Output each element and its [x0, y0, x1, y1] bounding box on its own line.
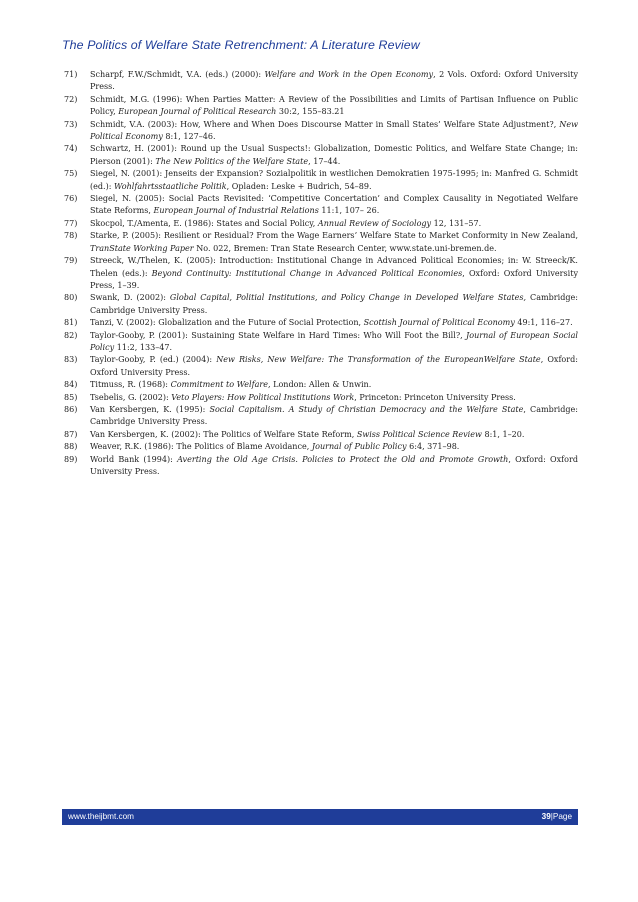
- reference-title-italic: TranState Working Paper: [90, 243, 194, 253]
- reference-number: 72): [64, 94, 78, 104]
- reference-text-segment: Taylor-Gooby, P. (2001): Sustaining State Welfare in Hard Times: Who Will Foot the Bill?,: [90, 330, 467, 340]
- reference-title-italic: Welfare and Work in the Open Economy: [264, 70, 434, 79]
- reference-number: 85): [64, 392, 78, 402]
- reference-text: [90, 193, 578, 218]
- reference-number: 78): [64, 231, 78, 241]
- reference-title-italic: European Journal of Industrial Relations: [153, 206, 319, 216]
- reference-text-segment: Streeck, W./Thelen, K. (2005): Introduction: Institutional Change in Advanced Political Economies; in: W. Streeck/K. Thelen (eds.):: [90, 256, 578, 278]
- reference-text: [90, 429, 578, 441]
- reference-item: [64, 255, 578, 292]
- reference-title-italic: Scottish Journal of Political Economy: [363, 318, 515, 328]
- reference-text-segment: 49:1, 116–27.: [514, 318, 573, 328]
- reference-text: [90, 119, 578, 144]
- reference-text-segment: Schmidt, M.G. (1996): When Parties Matter: A Review of the Possibilities and Limits of Partisan Influence on Public Policy,: [90, 94, 578, 117]
- reference-text-segment: Tanzi, V. (2002): Globalization and the Future of Social Protection,: [90, 318, 364, 328]
- reference-number: 81): [64, 318, 78, 328]
- reference-title-italic: New Political Economy: [90, 119, 578, 142]
- reference-number: 83): [64, 355, 78, 365]
- reference-item: [64, 454, 578, 479]
- reference-text-segment: , London: Allen & Unwin.: [268, 380, 372, 390]
- reference-number: 77): [64, 218, 78, 228]
- reference-text-segment: , Princeton: Princeton University Press.: [354, 392, 516, 402]
- reference-text-segment: , 2 Vols. Oxford: Oxford University Press.: [90, 70, 578, 92]
- reference-text-segment: 30:2, 155–83.21: [276, 107, 345, 117]
- reference-number: 88): [64, 442, 78, 452]
- reference-item: [64, 230, 578, 255]
- reference-title-italic: Social Capitalism. A Study of Christian Democracy and the Welfare State: [209, 404, 524, 414]
- reference-item: [64, 218, 578, 230]
- reference-item: [64, 69, 578, 94]
- reference-text: [90, 218, 578, 230]
- reference-text-segment: Taylor-Gooby, P. (ed.) (2004):: [90, 355, 217, 365]
- reference-text: [90, 94, 578, 119]
- reference-text: [90, 69, 578, 94]
- reference-text-segment: , Cambridge: Cambridge University Press.: [90, 404, 578, 427]
- reference-item: [64, 143, 578, 168]
- reference-text-segment: Cambridge: Cambridge University Press.: [90, 293, 578, 315]
- reference-number: 71): [64, 70, 78, 79]
- reference-text: [90, 230, 578, 255]
- reference-text-segment: , Oxford: Oxford University Press.: [90, 454, 578, 476]
- reference-text-segment: Weaver, R.K. (1986): The Politics of Blame Avoidance,: [90, 442, 312, 452]
- reference-title-italic: Commitment to Welfare: [170, 380, 268, 390]
- reference-title-italic: Veto Players: How Political Institutions Work: [171, 392, 355, 402]
- reference-item: [64, 354, 578, 379]
- reference-item: [64, 193, 578, 218]
- reference-number: 80): [64, 293, 78, 303]
- reference-number: 73): [64, 119, 78, 129]
- reference-text: [90, 168, 578, 193]
- reference-text-segment: Siegel, N. (2001): Jenseits der Expansion? Sozialpolitik in westlichen Demokratien 1975-1995; in: Manfred G. Schmidt (ed.):: [90, 169, 578, 191]
- reference-text: [90, 292, 578, 317]
- reference-item: [64, 392, 578, 404]
- reference-text-segment: Swank, D. (2002):: [90, 293, 170, 303]
- reference-number: 84): [64, 380, 78, 390]
- reference-title-italic: Beyond Continuity: Institutional Change in Advanced Political Economies: [151, 268, 463, 278]
- reference-text-segment: Van Kersbergen, K. (1995):: [90, 404, 210, 414]
- reference-title-italic: Journal of European Social Policy: [90, 330, 578, 352]
- reference-text-segment: 8:1, 1–20.: [481, 429, 525, 439]
- reference-title-italic: New Risks, New Welfare: The Transformation of the EuropeanWelfare State: [216, 355, 541, 365]
- page-number: 39: [541, 812, 551, 821]
- reference-number: 86): [64, 404, 78, 414]
- reference-text-segment: 8:1, 127–46.: [162, 132, 216, 142]
- reference-item: [64, 119, 578, 144]
- reference-text-segment: , Opladen: Leske + Budrich, 54–89.: [226, 181, 372, 191]
- reference-text-segment: 12, 131–57.: [431, 218, 482, 228]
- reference-number: 75): [64, 169, 78, 179]
- reference-text-segment: Schmidt, V.A. (2003): How, Where and When Does Discourse Matter in Small States’ Welfare State Adjustment?,: [90, 119, 560, 129]
- reference-text: [90, 354, 578, 379]
- reference-item: [64, 441, 578, 453]
- reference-text: [90, 392, 578, 404]
- reference-list: [64, 69, 578, 478]
- reference-item: [64, 292, 578, 317]
- reference-text-segment: Tsebelis, G. (2002):: [90, 392, 172, 402]
- footer-page-number: [542, 812, 572, 821]
- reference-item: [64, 94, 578, 119]
- reference-text-segment: 6:4, 371–98.: [406, 442, 460, 452]
- reference-item: [64, 429, 578, 441]
- reference-title-italic: Annual Review of Sociology: [317, 218, 432, 228]
- reference-number: 87): [64, 429, 78, 439]
- reference-text-segment: 11:1, 107– 26.: [318, 206, 380, 216]
- reference-text: [90, 143, 578, 168]
- reference-title-italic: European Journal of Political Research: [118, 107, 277, 117]
- reference-number: 76): [64, 194, 78, 204]
- footer-website-link[interactable]: www.theijbmt.com: [68, 812, 134, 821]
- page-footer: [62, 809, 578, 825]
- reference-text-segment: Van Kersbergen, K. (2002): The Politics of Welfare State Reform,: [90, 429, 357, 439]
- reference-item: [64, 317, 578, 329]
- reference-text-segment: Starke, P. (2005): Resilient or Residual? From the Wage Earners’ Welfare State to Market Conformity in New Zealand,: [90, 231, 578, 241]
- reference-text: [90, 255, 578, 292]
- reference-title-italic: Global Capital, Politial Institutions, and Policy Change in Developed Welfare States,: [169, 293, 527, 303]
- page-label: |Page: [550, 812, 572, 821]
- reference-text-segment: No. 022, Bremen: Tran State Research Center, www.state.uni-bremen.de.: [193, 243, 497, 253]
- reference-title-italic: The New Politics of the Welfare State: [155, 156, 309, 166]
- reference-text-segment: Skocpol, T./Amenta, E. (1986): States and Social Policy,: [90, 218, 318, 228]
- reference-title-italic: Averting the Old Age Crisis. Policies to Protect the Old and Promote Growth: [177, 454, 509, 464]
- reference-text: [90, 379, 578, 391]
- reference-item: [64, 330, 578, 355]
- reference-text-segment: Siegel, N. (2005): Social Pacts Revisited: ‘Competitive Concertation’ and Complex Causality in Negotiated Welfare State Reforms,: [90, 194, 578, 216]
- reference-text-segment: World Bank (1994):: [90, 454, 178, 464]
- reference-title-italic: Swiss Political Science Review: [356, 429, 482, 439]
- reference-title-italic: Journal of Public Policy: [311, 442, 407, 452]
- running-header: The Politics of Welfare State Retrenchment: A Literature Review: [62, 38, 420, 52]
- reference-text-segment: Scharpf, F.W./Schmidt, V.A. (eds.) (2000):: [90, 70, 265, 79]
- reference-text: [90, 454, 578, 479]
- reference-number: 74): [64, 144, 78, 154]
- reference-text: [90, 441, 578, 453]
- reference-text: [90, 317, 578, 329]
- reference-item: [64, 379, 578, 391]
- reference-item: [64, 168, 578, 193]
- reference-number: 82): [64, 330, 78, 340]
- reference-text-segment: Titmuss, R. (1968):: [90, 380, 171, 390]
- reference-text-segment: , Oxford: Oxford University Press.: [90, 355, 578, 377]
- reference-text: [90, 330, 578, 355]
- reference-text: [90, 404, 578, 429]
- reference-text-segment: , Oxford: Oxford University Press, 1–39.: [90, 268, 579, 290]
- reference-text-segment: , 17–44.: [308, 156, 341, 166]
- reference-text-segment: Schwartz, H. (2001): Round up the Usual Suspects!: Globalization, Domestic Politics, and Welfare State Change; in: Pierson (2001):: [90, 144, 578, 166]
- reference-text-segment: 11:2, 133–47.: [114, 342, 173, 352]
- reference-item: [64, 404, 578, 429]
- reference-number: 89): [64, 454, 78, 464]
- reference-title-italic: Wohlfahrtsstaatliche Politik: [114, 181, 227, 191]
- reference-number: 79): [64, 256, 78, 266]
